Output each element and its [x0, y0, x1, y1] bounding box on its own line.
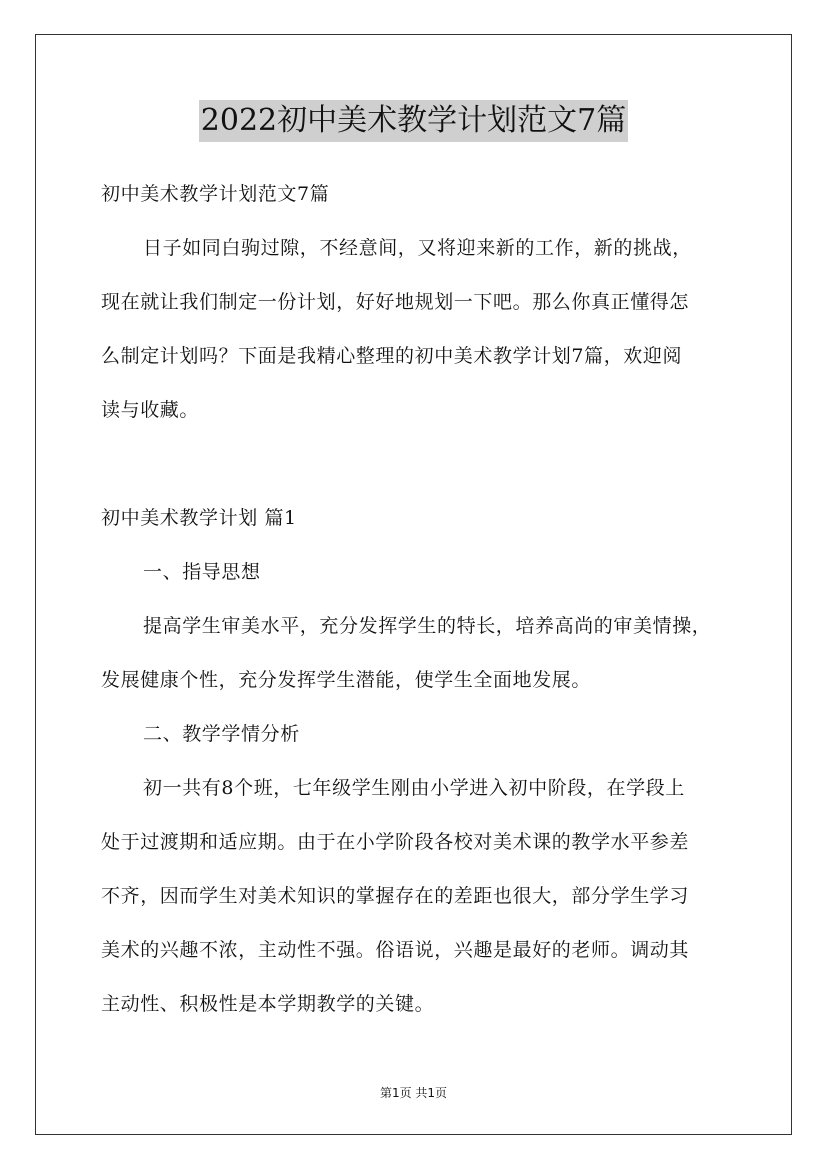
paragraph-line: 初一共有8个班，七年级学生刚由小学进入初中阶段，在学段上 — [143, 777, 685, 799]
paragraph-line: 美术的兴趣不浓，主动性不强。俗语说，兴趣是最好的老师。调动其 — [101, 939, 690, 961]
document-subtitle: 初中美术教学计划范文7篇 — [101, 183, 330, 205]
intro-line: 读与收藏。 — [101, 399, 200, 421]
intro-line: 么制定计划吗？下面是我精心整理的初中美术教学计划7篇，欢迎阅 — [101, 345, 683, 367]
document-title: 2022初中美术教学计划范文7篇 — [199, 100, 628, 142]
heading-guiding-ideology: 一、指导思想 — [143, 561, 261, 583]
paragraph-line: 处于过渡期和适应期。由于在小学阶段各校对美术课的教学水平参差 — [101, 831, 690, 853]
paragraph-line: 提高学生审美水平，充分发挥学生的特长，培养高尚的审美情操， — [143, 615, 712, 637]
heading-learning-analysis: 二、教学学情分析 — [143, 723, 300, 745]
intro-line: 日子如同白驹过隙，不经意间，又将迎来新的工作，新的挑战， — [143, 237, 692, 259]
section-heading: 初中美术教学计划 篇1 — [101, 507, 297, 529]
intro-line: 现在就让我们制定一份计划，好好地规划一下吧。那么你真正懂得怎 — [101, 291, 690, 313]
paragraph-line: 发展健康个性，充分发挥学生潜能，使学生全面地发展。 — [101, 669, 592, 691]
paragraph-line: 主动性、积极性是本学期教学的关键。 — [101, 993, 435, 1015]
page-footer: 第1页 共1页 — [379, 1086, 448, 1100]
title-container — [0, 100, 827, 142]
paragraph-line: 不齐，因而学生对美术知识的掌握存在的差距也很大，部分学生学习 — [101, 885, 690, 907]
